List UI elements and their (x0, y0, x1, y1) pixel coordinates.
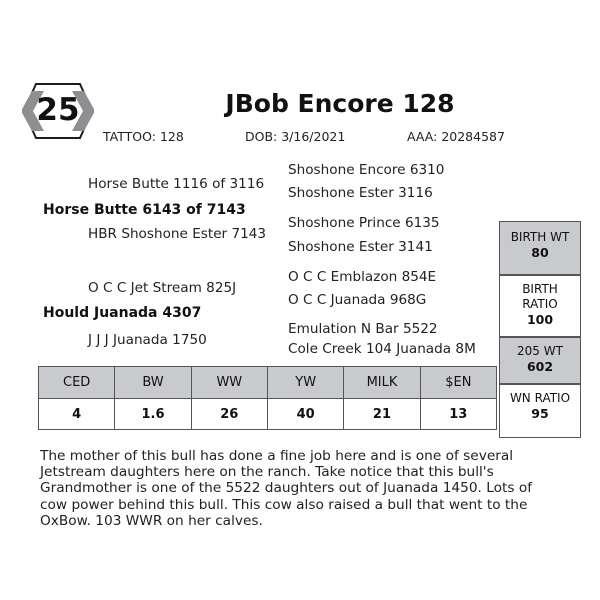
weaning-ratio-value: 95 (531, 406, 549, 421)
epd-header-ced: CED (39, 367, 115, 399)
epd-value-yw: 40 (267, 399, 343, 430)
pedigree-dam-sire-sire: O C C Emblazon 854E (288, 269, 437, 285)
epd-value-milk: 21 (344, 399, 420, 430)
birth-weight-value: 80 (531, 245, 549, 260)
pedigree-sire: Horse Butte 6143 of 7143 (43, 202, 246, 218)
pedigree-sire-dam: HBR Shoshone Ester 7143 (88, 226, 267, 242)
birth-ratio-label-2: RATIO (522, 297, 558, 311)
side-epd-panel (499, 221, 581, 438)
birth-ratio-box (500, 276, 580, 336)
pedigree-sire-sire: Horse Butte 1116 of 3116 (88, 176, 265, 192)
dob: DOB: 3/16/2021 (245, 129, 346, 144)
birth-weight-label: BIRTH WT (510, 230, 570, 244)
tattoo: TATTOO: 128 (103, 129, 184, 144)
birth-ratio-label-1: BIRTH (522, 282, 558, 296)
epd-table (38, 366, 497, 430)
birth-weight-box (500, 222, 580, 274)
epd-header-milk: MILK (344, 367, 420, 399)
epd-header-en: $EN (420, 367, 496, 399)
birth-ratio-value: 100 (526, 312, 554, 327)
pedigree-sire-dam-sire: Shoshone Prince 6135 (288, 215, 440, 231)
lot-number: 25 (36, 92, 80, 128)
epd-value-row (39, 399, 497, 430)
epd-header-ww: WW (191, 367, 267, 399)
pedigree-sire-sire-sire: Shoshone Encore 6310 (288, 162, 445, 178)
pedigree-dam-dam: J J J Juanada 1750 (88, 332, 207, 348)
epd-value-ced: 4 (39, 399, 115, 430)
animal-name: JBob Encore 128 (225, 89, 455, 118)
pedigree-dam-sire-dam: O C C Juanada 968G (288, 292, 427, 308)
pedigree-dam-sire: O C C Jet Stream 825J (88, 280, 237, 296)
pedigree-dam-dam-dam: Cole Creek 104 Juanada 8M (288, 341, 476, 357)
lot-description: The mother of this bull has done a fine job here and is one of several Jetstream daughters here on the ranch. Take notice that this bull's Grandmother is one of the 5522 daughters out of Juanada 1450. Lots of cow power behind this bull. This cow also raised a bull that went to the OxBow. 103 WWR on her calves. (40, 448, 533, 529)
epd-header-yw: YW (267, 367, 343, 399)
epd-header-bw: BW (115, 367, 191, 399)
epd-value-ww: 26 (191, 399, 267, 430)
pedigree-sire-sire-dam: Shoshone Ester 3116 (288, 185, 433, 201)
pedigree-sire-dam-dam: Shoshone Ester 3141 (288, 239, 433, 255)
pedigree-dam: Hould Juanada 4307 (43, 305, 202, 321)
epd-value-en: 13 (420, 399, 496, 430)
weight-205-box (500, 338, 580, 383)
weight-205-label: 205 WT (517, 344, 563, 358)
aaa-number: AAA: 20284587 (407, 129, 505, 144)
pedigree-dam-dam-sire: Emulation N Bar 5522 (288, 321, 438, 337)
epd-header-row (39, 367, 497, 399)
weight-205-value: 602 (526, 359, 554, 374)
weaning-ratio-box (500, 385, 580, 435)
weaning-ratio-label: WN RATIO (509, 391, 571, 405)
epd-value-bw: 1.6 (115, 399, 191, 430)
